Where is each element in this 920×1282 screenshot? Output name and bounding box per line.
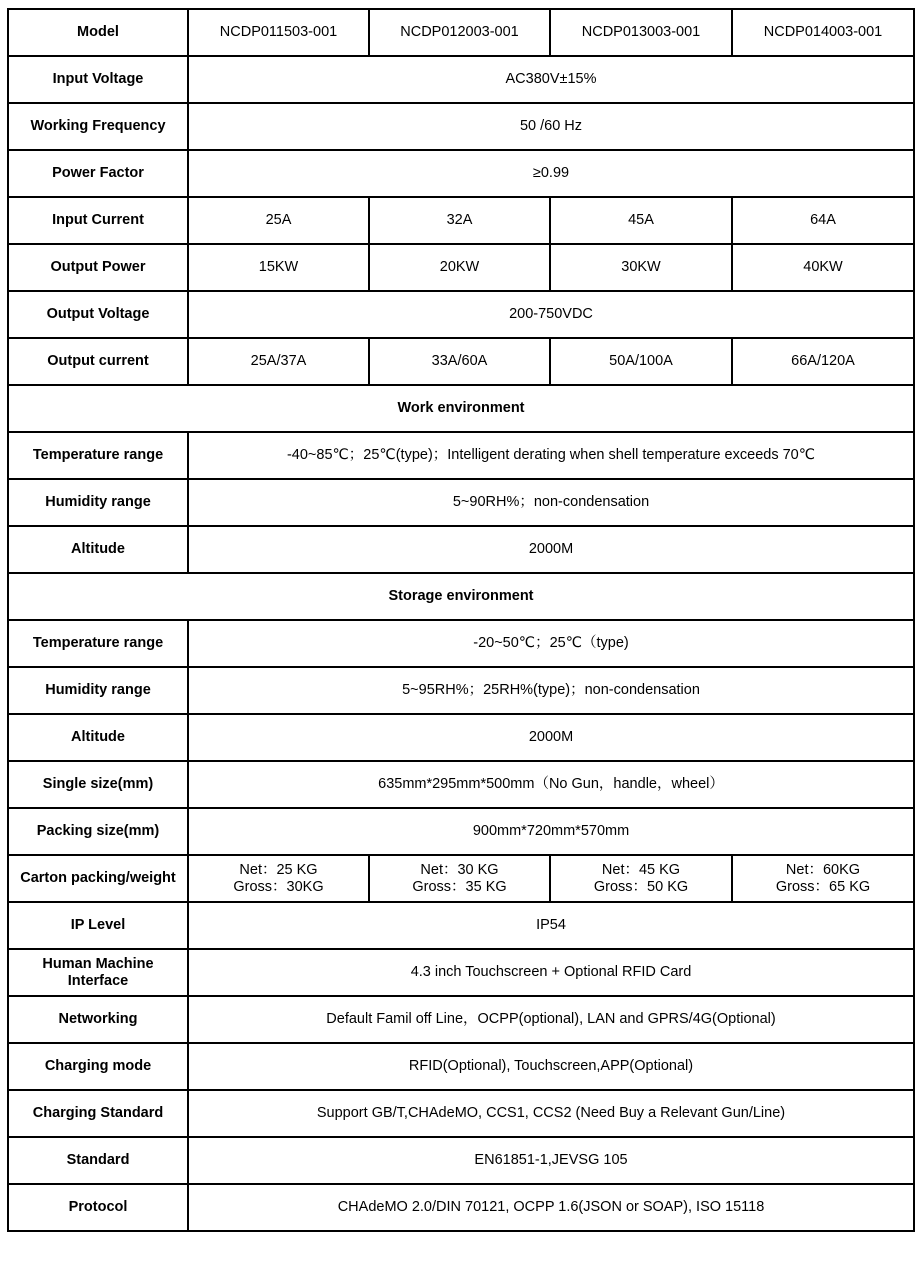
spec-label: Humidity range: [8, 667, 188, 714]
spec-row-single-size-mm: [8, 761, 914, 808]
spec-row-charging-standard: [8, 1090, 914, 1137]
spec-row-humidity-range: [8, 667, 914, 714]
spec-row-carton-packing-weight: [8, 855, 914, 902]
spec-value-model-2: 20KW: [369, 244, 550, 291]
gross-weight: Gross：35 KG: [412, 878, 507, 895]
spec-value: 900mm*720mm*570mm: [188, 808, 914, 855]
spec-row-input-current: [8, 197, 914, 244]
spec-value-model-4: 66A/120A: [732, 338, 914, 385]
model-name: NCDP014003-001: [732, 9, 914, 56]
spec-row-human-machine-interface: [8, 949, 914, 996]
spec-label: Input Voltage: [8, 56, 188, 103]
spec-row-output-power: [8, 244, 914, 291]
spec-label: Networking: [8, 996, 188, 1043]
spec-row-altitude: [8, 714, 914, 761]
spec-label: Single size(mm): [8, 761, 188, 808]
net-weight: Net：60KG: [785, 861, 861, 878]
spec-row-altitude: [8, 526, 914, 573]
spec-value: -40~85℃；25℃(type)；Intelligent derating when shell temperature exceeds 70℃: [188, 432, 914, 479]
spec-row-standard: [8, 1137, 914, 1184]
spec-value: RFID(Optional), Touchscreen,APP(Optional): [188, 1043, 914, 1090]
spec-label: Packing size(mm): [8, 808, 188, 855]
spec-value-model-1: 15KW: [188, 244, 369, 291]
spec-value-model-4: 40KW: [732, 244, 914, 291]
spec-value-model-1: 25A/37A: [188, 338, 369, 385]
spec-label: Protocol: [8, 1184, 188, 1231]
spec-label: Model: [8, 9, 188, 56]
spec-value: 2000M: [188, 714, 914, 761]
spec-value: Support GB/T,CHAdeMO, CCS1, CCS2 (Need Buy a Relevant Gun/Line): [188, 1090, 914, 1137]
spec-row-charging-mode: [8, 1043, 914, 1090]
spec-label: IP Level: [8, 902, 188, 949]
spec-row-protocol: [8, 1184, 914, 1231]
spec-row-ip-level: [8, 902, 914, 949]
spec-label: Input Current: [8, 197, 188, 244]
spec-value: 2000M: [188, 526, 914, 573]
spec-label: Carton packing/weight: [8, 855, 188, 902]
spec-value: EN61851-1,JEVSG 105: [188, 1137, 914, 1184]
spec-row-work-environment: [8, 385, 914, 432]
spec-label: Charging Standard: [8, 1090, 188, 1137]
spec-value: CHAdeMO 2.0/DIN 70121, OCPP 1.6(JSON or SOAP), ISO 15118: [188, 1184, 914, 1231]
spec-label: Temperature range: [8, 432, 188, 479]
spec-value: 5~95RH%；25RH%(type)；non-condensation: [188, 667, 914, 714]
spec-label: Output Voltage: [8, 291, 188, 338]
spec-value-model-4: 64A: [732, 197, 914, 244]
spec-label: Human Machine Interface: [8, 949, 188, 996]
spec-row-storage-environment: [8, 573, 914, 620]
model-name: NCDP011503-001: [188, 9, 369, 56]
spec-row-input-voltage: [8, 56, 914, 103]
model-name: NCDP013003-001: [550, 9, 732, 56]
model-name: NCDP012003-001: [369, 9, 550, 56]
spec-label: Output current: [8, 338, 188, 385]
spec-row-temperature-range: [8, 620, 914, 667]
spec-row-temperature-range: [8, 432, 914, 479]
spec-value: Default Famil off Line，OCPP(optional), LAN and GPRS/4G(Optional): [188, 996, 914, 1043]
spec-table: [7, 8, 915, 1232]
spec-value: 200-750VDC: [188, 291, 914, 338]
spec-row-model: [8, 9, 914, 56]
spec-label: Power Factor: [8, 150, 188, 197]
net-weight: Net：45 KG: [601, 861, 681, 878]
spec-row-power-factor: [8, 150, 914, 197]
spec-value: ≥0.99: [188, 150, 914, 197]
spec-row-output-current: [8, 338, 914, 385]
gross-weight: Gross：65 KG: [775, 878, 871, 895]
spec-row-working-frequency: [8, 103, 914, 150]
spec-value: 635mm*295mm*500mm（No Gun，handle，wheel）: [188, 761, 914, 808]
spec-value: IP54: [188, 902, 914, 949]
spec-label: Working Frequency: [8, 103, 188, 150]
spec-value-model-3: [550, 855, 732, 902]
net-weight: Net：30 KG: [420, 861, 499, 878]
spec-label: Humidity range: [8, 479, 188, 526]
spec-label: Altitude: [8, 526, 188, 573]
gross-weight: Gross：50 KG: [593, 878, 689, 895]
gross-weight: Gross：30KG: [233, 878, 324, 895]
spec-value: AC380V±15%: [188, 56, 914, 103]
spec-value: -20~50℃；25℃（type): [188, 620, 914, 667]
spec-value: 4.3 inch Touchscreen + Optional RFID Card: [188, 949, 914, 996]
spec-value: 50 /60 Hz: [188, 103, 914, 150]
spec-row-networking: [8, 996, 914, 1043]
spec-value-model-3: 50A/100A: [550, 338, 732, 385]
spec-table-body: [8, 9, 914, 1231]
spec-value-model-2: [369, 855, 550, 902]
spec-value-model-3: 45A: [550, 197, 732, 244]
spec-row-packing-size-mm: [8, 808, 914, 855]
spec-label: Temperature range: [8, 620, 188, 667]
spec-label: Altitude: [8, 714, 188, 761]
net-weight: Net：25 KG: [239, 861, 318, 878]
spec-row-output-voltage: [8, 291, 914, 338]
spec-value-model-3: 30KW: [550, 244, 732, 291]
spec-value-model-1: 25A: [188, 197, 369, 244]
spec-label: Standard: [8, 1137, 188, 1184]
section-heading: Storage environment: [8, 573, 914, 620]
spec-value-model-4: [732, 855, 914, 902]
section-heading: Work environment: [8, 385, 914, 432]
spec-value: 5~90RH%；non-condensation: [188, 479, 914, 526]
spec-label: Output Power: [8, 244, 188, 291]
spec-row-humidity-range: [8, 479, 914, 526]
spec-value-model-2: 33A/60A: [369, 338, 550, 385]
spec-value-model-2: 32A: [369, 197, 550, 244]
spec-label: Charging mode: [8, 1043, 188, 1090]
spec-value-model-1: [188, 855, 369, 902]
